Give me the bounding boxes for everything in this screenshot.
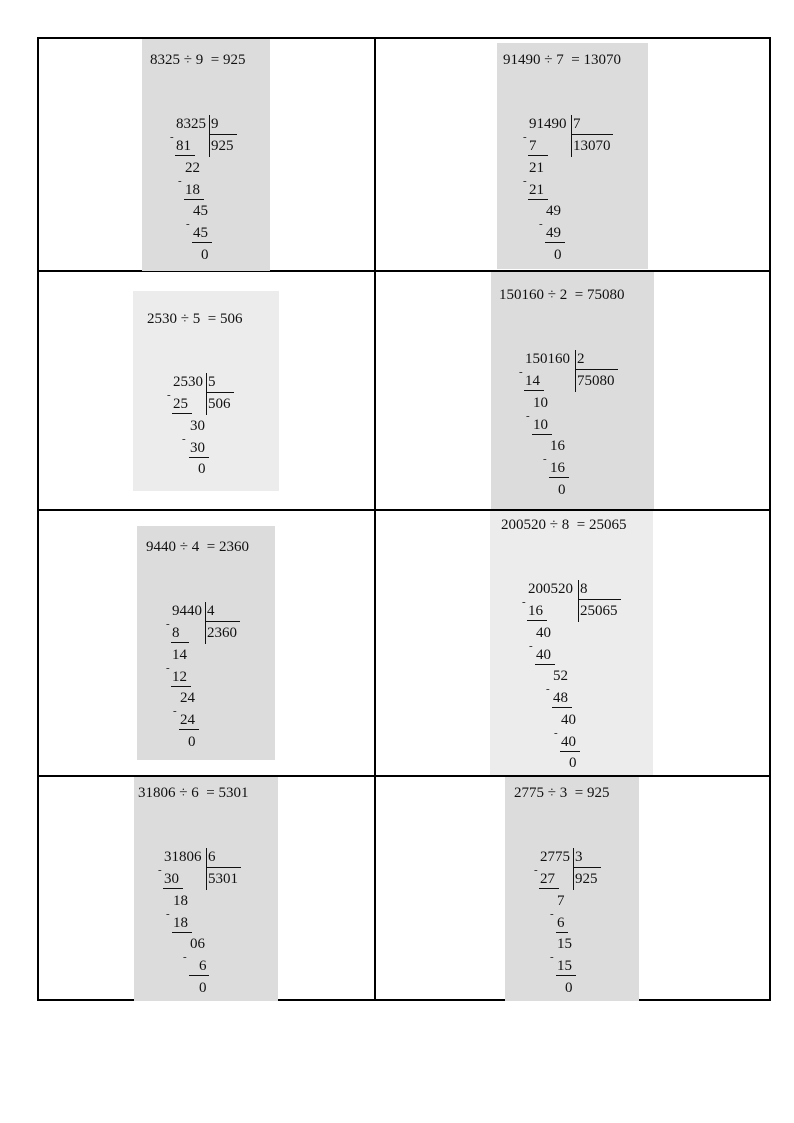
problem-5-minus-1: - — [166, 618, 170, 630]
problem-1-step-4: 45 — [193, 203, 208, 219]
problem-7-step-line-2 — [172, 932, 192, 933]
problem-4-step-3: 10 — [533, 417, 548, 433]
problem-5-step-4: 24 — [180, 690, 195, 706]
problem-3-step-3: 30 — [190, 440, 205, 456]
problem-5-dividend: 9440 — [172, 603, 202, 619]
problem-5-step-line-1 — [171, 642, 189, 643]
problem-6-step-1: 16 — [528, 603, 543, 619]
problem-2-step-5: 49 — [546, 225, 561, 241]
problem-7-minus-1: - — [158, 864, 162, 876]
problem-2-step-2: 21 — [529, 160, 544, 176]
problem-2-step-line-3 — [545, 242, 565, 243]
problem-2-dividend: 91490 — [529, 116, 567, 132]
problem-8-step-line-1 — [539, 888, 559, 889]
problem-3-divisor: 5 — [208, 374, 216, 390]
problem-4-quotient-line — [575, 369, 618, 370]
problem-7-step-1: 30 — [164, 871, 179, 887]
problem-3-minus-1: - — [167, 389, 171, 401]
problem-3-remainder: 0 — [198, 461, 206, 477]
problem-8-panel — [505, 777, 639, 1001]
problem-5-step-1: 8 — [172, 625, 180, 641]
problem-5-step-5: 24 — [180, 712, 195, 728]
problem-6-remainder: 0 — [569, 755, 577, 771]
problem-8-quotient-line — [573, 867, 601, 868]
problem-2-quotient-line — [571, 134, 613, 135]
problem-2-step-1: 7 — [529, 138, 537, 154]
problem-2-step-3: 21 — [529, 182, 544, 198]
problem-1-step-1: 81 — [176, 138, 191, 154]
problem-1-step-line-1 — [175, 155, 195, 156]
problem-4-equation: 150160 ÷ 2 = 75080 — [499, 287, 625, 303]
problem-2-step-4: 49 — [546, 203, 561, 219]
problem-4-step-line-3 — [549, 477, 569, 478]
problem-8-minus-1: - — [534, 864, 538, 876]
problem-6-step-6: 40 — [561, 712, 576, 728]
problem-5-remainder: 0 — [188, 734, 196, 750]
problem-3-minus-2: - — [182, 433, 186, 445]
problem-6-minus-2: - — [529, 640, 533, 652]
problem-2-step-line-2 — [528, 199, 548, 200]
problem-5-minus-3: - — [173, 705, 177, 717]
problem-2-division-bar — [571, 115, 572, 157]
column-divider — [374, 37, 376, 1001]
problem-2-quotient: 13070 — [573, 138, 611, 154]
problem-5-step-3: 12 — [172, 669, 187, 685]
problem-3-equation: 2530 ÷ 5 = 506 — [147, 311, 243, 327]
problem-2-step-line-1 — [528, 155, 548, 156]
problem-8-minus-3: - — [550, 951, 554, 963]
problem-8-step-line-2 — [556, 932, 568, 933]
problem-5-divisor: 4 — [207, 603, 215, 619]
problem-8-step-5: 15 — [557, 958, 572, 974]
problem-7-quotient: 5301 — [208, 871, 238, 887]
problem-6-step-2: 40 — [536, 625, 551, 641]
problem-6-equation: 200520 ÷ 8 = 25065 — [501, 517, 627, 533]
problem-4-step-1: 14 — [525, 373, 540, 389]
problem-1-remainder: 0 — [201, 247, 209, 263]
problem-8-step-3: 6 — [557, 915, 565, 931]
problem-8-step-line-3 — [556, 975, 576, 976]
problem-4-minus-3: - — [543, 453, 547, 465]
problem-5-step-line-3 — [179, 729, 199, 730]
problem-7-step-4: 06 — [190, 936, 205, 952]
problem-6-dividend: 200520 — [528, 581, 573, 597]
problem-7-step-3: 18 — [173, 915, 188, 931]
problem-3-division-bar — [206, 373, 207, 415]
problem-8-minus-2: - — [550, 908, 554, 920]
problem-8-step-4: 15 — [557, 936, 572, 952]
problem-4-divisor: 2 — [577, 351, 585, 367]
problem-4-dividend: 150160 — [525, 351, 570, 367]
problem-7-minus-3: - — [183, 951, 187, 963]
problem-5-division-bar — [205, 602, 206, 644]
problem-1-dividend: 8325 — [176, 116, 206, 132]
problem-4-step-5: 16 — [550, 460, 565, 476]
problem-4-remainder: 0 — [558, 482, 566, 498]
problem-3-quotient-line — [206, 392, 234, 393]
problem-2-minus-1: - — [523, 131, 527, 143]
problem-6-step-5: 48 — [553, 690, 568, 706]
problem-5-panel — [137, 526, 275, 760]
problem-3-dividend: 2530 — [173, 374, 203, 390]
problem-8-divisor: 3 — [575, 849, 583, 865]
problem-3-step-2: 30 — [190, 418, 205, 434]
problem-6-step-line-4 — [560, 751, 580, 752]
problem-6-step-4: 52 — [553, 668, 568, 684]
problem-2-minus-3: - — [539, 218, 543, 230]
problem-3-quotient: 506 — [208, 396, 231, 412]
problem-1-step-line-3 — [192, 242, 212, 243]
problem-6-step-3: 40 — [536, 647, 551, 663]
problem-1-step-2: 22 — [185, 160, 200, 176]
problem-6-step-line-1 — [527, 620, 547, 621]
problem-8-division-bar — [573, 848, 574, 890]
problem-8-dividend: 2775 — [540, 849, 570, 865]
problem-4-step-line-1 — [524, 390, 544, 391]
problem-6-step-7: 40 — [561, 734, 576, 750]
problem-8-equation: 2775 ÷ 3 = 925 — [514, 785, 610, 801]
problem-7-dividend: 31806 — [164, 849, 202, 865]
problem-5-minus-2: - — [166, 662, 170, 674]
problem-4-panel — [491, 272, 654, 509]
problem-2-panel — [497, 43, 648, 269]
problem-7-division-bar — [206, 848, 207, 890]
problem-6-minus-1: - — [522, 596, 526, 608]
problem-6-minus-4: - — [554, 727, 558, 739]
problem-4-step-2: 10 — [533, 395, 548, 411]
problem-5-quotient-line — [205, 621, 240, 622]
problem-8-step-1: 27 — [540, 871, 555, 887]
problem-6-division-bar — [578, 580, 579, 622]
problem-8-step-2: 7 — [557, 893, 565, 909]
problem-2-divisor: 7 — [573, 116, 581, 132]
problem-3-step-line-1 — [172, 413, 192, 414]
problem-1-quotient-line — [209, 134, 237, 135]
problem-4-minus-1: - — [519, 366, 523, 378]
problem-5-equation: 9440 ÷ 4 = 2360 — [146, 539, 249, 555]
problem-6-divisor: 8 — [580, 581, 588, 597]
problem-1-divisor: 9 — [211, 116, 219, 132]
problem-1-step-line-2 — [184, 199, 204, 200]
problem-4-step-4: 16 — [550, 438, 565, 454]
problem-8-quotient: 925 — [575, 871, 598, 887]
problem-1-division-bar — [209, 115, 210, 157]
problem-5-step-2: 14 — [172, 647, 187, 663]
problem-6-minus-3: - — [546, 683, 550, 695]
problem-7-minus-2: - — [166, 908, 170, 920]
problem-3-step-line-2 — [189, 457, 209, 458]
problem-3-step-1: 25 — [173, 396, 188, 412]
problem-4-minus-2: - — [526, 410, 530, 422]
problem-7-equation: 31806 ÷ 6 = 5301 — [138, 785, 249, 801]
problem-2-minus-2: - — [523, 175, 527, 187]
row-divider-2 — [37, 509, 771, 511]
problem-7-divisor: 6 — [208, 849, 216, 865]
problem-7-quotient-line — [206, 867, 241, 868]
problem-1-step-3: 18 — [185, 182, 200, 198]
problem-4-quotient: 75080 — [577, 373, 615, 389]
problem-6-quotient-line — [578, 599, 621, 600]
problem-1-minus-3: - — [186, 218, 190, 230]
problem-1-minus-2: - — [178, 175, 182, 187]
problem-7-remainder: 0 — [199, 980, 207, 996]
problem-1-step-5: 45 — [193, 225, 208, 241]
problem-6-quotient: 25065 — [580, 603, 618, 619]
problem-2-equation: 91490 ÷ 7 = 13070 — [503, 52, 621, 68]
problem-5-step-line-2 — [171, 686, 191, 687]
problem-4-step-line-2 — [532, 434, 552, 435]
problem-7-step-line-1 — [163, 888, 183, 889]
problem-7-step-5: 6 — [199, 958, 207, 974]
problem-4-division-bar — [575, 350, 576, 392]
problem-8-remainder: 0 — [565, 980, 573, 996]
problem-5-quotient: 2360 — [207, 625, 237, 641]
problem-1-minus-1: - — [170, 131, 174, 143]
problem-1-quotient: 925 — [211, 138, 234, 154]
problem-2-remainder: 0 — [554, 247, 562, 263]
problem-7-step-line-3 — [189, 975, 209, 976]
problem-7-step-2: 18 — [173, 893, 188, 909]
problem-6-step-line-3 — [552, 707, 572, 708]
problem-1-equation: 8325 ÷ 9 = 925 — [150, 52, 246, 68]
problem-6-step-line-2 — [535, 664, 555, 665]
